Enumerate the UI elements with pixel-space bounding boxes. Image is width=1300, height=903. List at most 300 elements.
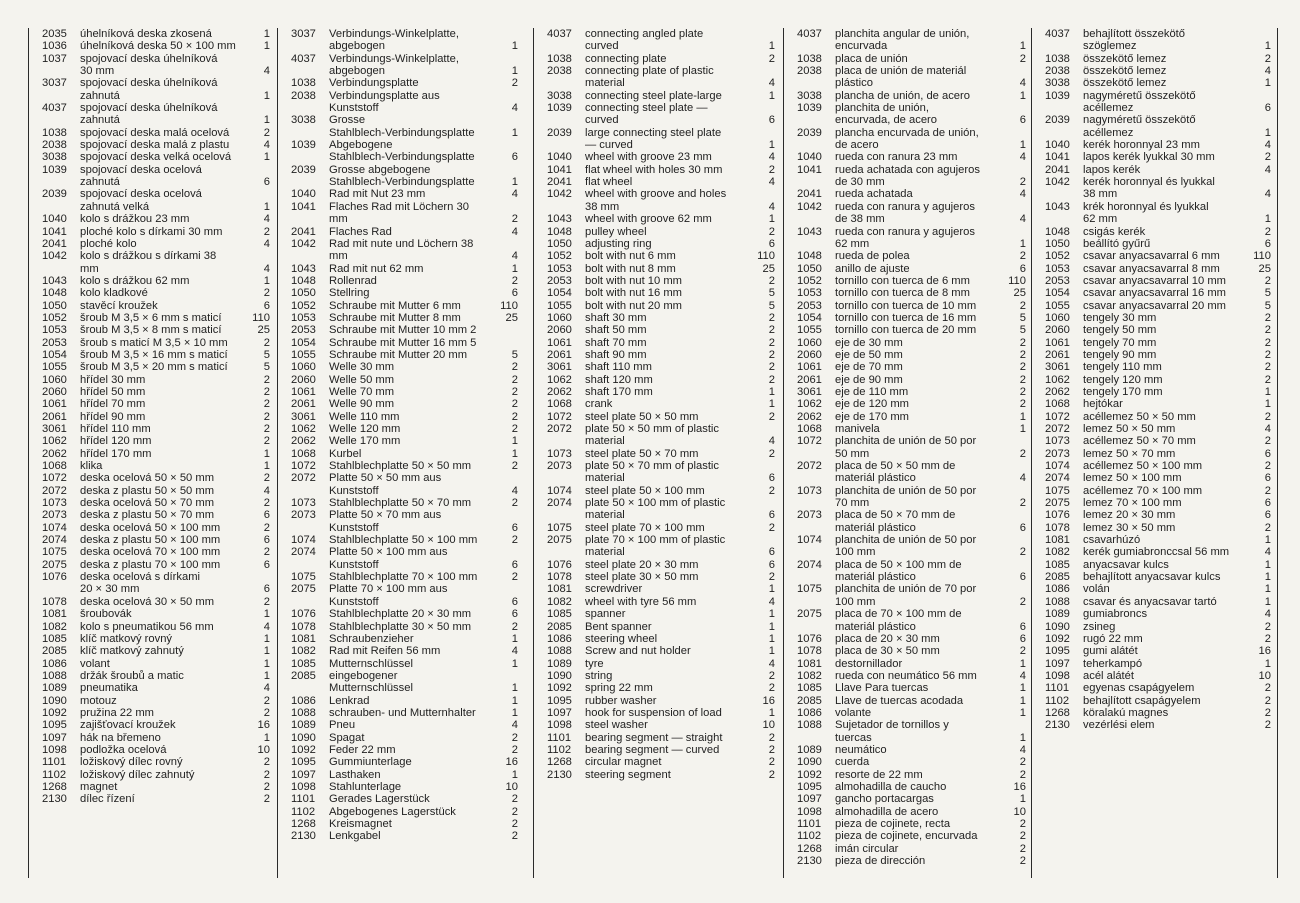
part-quantity: 2	[1264, 706, 1271, 719]
part-row	[797, 645, 1026, 657]
part-row	[797, 744, 1026, 756]
part-quantity: 25	[1258, 262, 1271, 275]
part-name: deska z plastu 50 × 70 mm	[80, 509, 215, 522]
part-number: 2060	[291, 373, 316, 386]
part-name: spojovací deska malá z plastu	[80, 139, 230, 152]
part-row	[42, 324, 270, 336]
part-row	[42, 645, 270, 657]
part-number: 1086	[291, 694, 316, 707]
part-number: 1055	[1045, 299, 1070, 312]
part-quantity: 2	[1264, 151, 1271, 164]
part-number: 1053	[1045, 262, 1070, 275]
part-number: 1085	[42, 632, 67, 645]
part-number: 3038	[547, 89, 572, 102]
part-row	[797, 411, 1026, 423]
part-number: 1076	[291, 608, 316, 621]
part-row	[42, 658, 270, 670]
part-quantity: 2	[511, 274, 518, 287]
part-row	[1045, 546, 1271, 558]
part-number: 3038	[1045, 77, 1070, 90]
part-number: 1054	[291, 336, 316, 349]
part-number: 2075	[291, 583, 316, 596]
part-row	[42, 509, 270, 521]
part-row	[291, 435, 518, 447]
part-number: 2041	[547, 176, 572, 189]
part-row	[291, 830, 518, 842]
part-row	[291, 300, 518, 312]
part-name: hejtókar	[1083, 398, 1123, 411]
part-number: 1054	[1045, 287, 1070, 300]
part-row	[797, 534, 1026, 559]
part-quantity: 6	[768, 546, 775, 559]
part-row	[42, 151, 270, 163]
part-quantity: 1	[511, 682, 518, 695]
part-name: acéllemez 50 × 70 mm	[1083, 435, 1196, 448]
part-quantity: 6	[511, 151, 518, 164]
part-quantity: 2	[1019, 373, 1026, 386]
part-name: Llave de tuercas acodada	[835, 694, 964, 707]
part-row	[291, 139, 518, 164]
part-row	[1045, 485, 1271, 497]
part-row	[1045, 361, 1271, 373]
part-quantity: 1	[1019, 40, 1026, 53]
part-quantity: 1	[1019, 706, 1026, 719]
part-quantity: 1	[1264, 213, 1271, 226]
part-number: 1078	[291, 620, 316, 633]
part-quantity: 1	[263, 200, 270, 213]
part-name: Platte 50 × 70 mm aus Kunststoff	[329, 509, 442, 534]
part-row	[42, 571, 270, 596]
part-row	[797, 226, 1026, 251]
part-name: plancha de unión, de acero	[835, 89, 970, 102]
part-name: steel plate 30 × 50 mm	[585, 571, 699, 584]
part-quantity: 2	[768, 521, 775, 534]
part-name: csavar anyacsavarral 16 mm	[1083, 287, 1227, 300]
part-quantity: 2	[1264, 435, 1271, 448]
part-name: Pneu	[329, 719, 356, 732]
part-name: Grosse Stahlblech-Verbindungsplatte	[329, 114, 475, 139]
part-row	[1045, 275, 1271, 287]
part-row	[1045, 633, 1271, 645]
part-number: 2038	[42, 139, 67, 152]
part-name: Flaches Rad mit Löchern 30 mm	[329, 200, 469, 226]
part-quantity: 1	[511, 435, 518, 448]
part-name: schrauben- und Mutternhalter	[329, 706, 476, 719]
part-number: 1089	[1045, 608, 1070, 621]
part-quantity: 2	[1264, 410, 1271, 423]
part-row	[291, 114, 518, 139]
part-number: 1086	[42, 657, 67, 670]
part-name: tengely 110 mm	[1083, 361, 1162, 374]
part-number: 1048	[547, 225, 572, 238]
part-quantity: 2	[1019, 546, 1026, 559]
part-number: 2074	[547, 497, 572, 510]
part-row	[547, 398, 775, 410]
part-quantity: 2	[511, 398, 518, 411]
part-row	[291, 188, 518, 200]
part-number: 1101	[797, 818, 822, 830]
part-name: acéllemez 70 × 100 mm	[1083, 484, 1203, 497]
part-name: plate 50 × 70 mm of plastic material	[585, 460, 720, 485]
part-name: almohadilla de acero	[835, 805, 939, 818]
part-row	[797, 164, 1026, 189]
part-row	[42, 460, 270, 472]
part-number: 1101	[547, 731, 572, 744]
part-row	[42, 596, 270, 608]
part-quantity: 4	[263, 262, 270, 275]
part-name: wheel with groove and holes 38 mm	[585, 188, 727, 213]
part-quantity: 1	[263, 731, 270, 744]
part-number: 1039	[291, 139, 316, 152]
part-number: 2061	[42, 410, 67, 423]
part-row	[1045, 398, 1271, 410]
part-number: 1061	[1045, 336, 1070, 349]
part-number: 1060	[547, 311, 572, 324]
part-row	[291, 226, 518, 238]
part-number: 1048	[1045, 225, 1070, 238]
part-name: Stahlunterlage	[329, 780, 402, 793]
part-number: 2085	[797, 694, 822, 707]
part-number: 2073	[547, 460, 572, 473]
part-row	[291, 756, 518, 768]
part-row	[291, 658, 518, 670]
part-row	[797, 65, 1026, 90]
part-name: adjusting ring	[585, 237, 652, 250]
part-quantity: 4	[768, 151, 775, 164]
part-name: tornillo con tuerca de 20 mm	[835, 324, 977, 337]
part-name: resorte de 22 mm	[835, 768, 923, 781]
part-row	[291, 398, 518, 410]
part-row	[547, 633, 775, 645]
part-name: Schraube mit Mutter 8 mm	[329, 311, 461, 324]
part-quantity: 10	[1013, 805, 1026, 818]
part-quantity: 1	[768, 385, 775, 398]
part-row	[547, 448, 775, 460]
part-number: 1052	[42, 311, 67, 324]
part-number: 1082	[291, 645, 316, 658]
part-quantity: 1	[263, 460, 270, 473]
part-number: 1074	[547, 484, 572, 497]
part-quantity: 2	[511, 743, 518, 756]
part-row	[1045, 423, 1271, 435]
part-name: držák šroubů a matic	[80, 669, 184, 682]
part-row	[797, 250, 1026, 262]
part-quantity: 2	[1019, 756, 1026, 769]
part-number: 1041	[1045, 151, 1070, 164]
part-quantity: 1	[511, 632, 518, 645]
part-number: 1038	[1045, 52, 1070, 65]
part-quantity: 110	[757, 250, 775, 263]
part-number: 1043	[1045, 200, 1070, 213]
part-quantity: 2	[1019, 855, 1026, 868]
part-number: 2035	[42, 28, 67, 40]
part-quantity: 2	[511, 497, 518, 510]
part-number: 3038	[42, 151, 67, 164]
part-number: 2060	[797, 348, 822, 361]
part-name: tengely 70 mm	[1083, 336, 1157, 349]
czech-parts-column	[28, 28, 270, 878]
part-row	[42, 756, 270, 768]
part-row	[1045, 312, 1271, 324]
part-quantity: 2	[768, 484, 775, 497]
part-name: Gerades Lagerstück	[329, 793, 430, 806]
part-row	[547, 596, 775, 608]
part-quantity: 4	[1264, 188, 1271, 201]
part-row	[1045, 695, 1271, 707]
part-name: Screw and nut holder	[585, 645, 691, 658]
part-quantity: 4	[263, 620, 270, 633]
part-number: 1072	[291, 460, 316, 473]
part-name: Mutternschlüssel	[329, 657, 413, 670]
part-row	[42, 77, 270, 102]
part-quantity: 4	[1264, 65, 1271, 78]
part-name: Llave Para tuercas	[835, 682, 929, 695]
part-row	[797, 337, 1026, 349]
part-quantity: 1	[1019, 682, 1026, 695]
part-row	[797, 781, 1026, 793]
part-number: 2062	[547, 385, 572, 398]
part-quantity: 2	[511, 423, 518, 435]
part-number: 1082	[42, 620, 67, 633]
part-row	[291, 201, 518, 226]
part-row	[547, 497, 775, 522]
part-quantity: 2	[768, 373, 775, 386]
part-name: plate 50 × 100 mm of plastic material	[585, 497, 726, 522]
part-name: ložiskový dílec rovný	[80, 756, 183, 769]
part-quantity: 5	[263, 348, 270, 361]
part-quantity: 1	[768, 213, 775, 226]
part-name: hřídel 70 mm	[80, 398, 146, 411]
part-number: 1050	[547, 237, 572, 250]
part-row	[547, 300, 775, 312]
german-parts-column	[277, 28, 518, 878]
part-quantity: 6	[511, 608, 518, 621]
part-quantity: 2	[768, 225, 775, 238]
part-row	[291, 263, 518, 275]
part-name: zsineg	[1083, 620, 1116, 633]
part-row	[547, 90, 775, 102]
part-name: tengely 120 mm	[1083, 373, 1163, 386]
part-name: deska ocelová 50 × 70 mm	[80, 497, 215, 510]
part-name: wheel with groove 62 mm	[585, 213, 712, 226]
part-number: 2062	[797, 410, 822, 423]
part-number: 2041	[291, 225, 316, 238]
part-row	[291, 509, 518, 534]
part-name: screwdriver	[585, 583, 643, 596]
part-quantity: 2	[1019, 250, 1026, 263]
part-row	[42, 374, 270, 386]
part-name: Welle 70 mm	[329, 385, 395, 398]
part-name: vezérlési elem	[1083, 719, 1155, 732]
part-number: 1040	[291, 188, 316, 201]
part-name: large connecting steel plate — curved	[585, 126, 722, 152]
part-name: Platte 50 × 100 mm aus Kunststoff	[329, 546, 448, 571]
part-name: tengely 90 mm	[1083, 348, 1157, 361]
part-quantity: 2	[1264, 225, 1271, 238]
part-quantity: 2	[1264, 336, 1271, 349]
part-quantity: 1	[1019, 694, 1026, 707]
part-name: podložka ocelová	[80, 743, 167, 756]
part-number: 3061	[42, 423, 67, 435]
part-row	[547, 756, 775, 768]
part-number: 1050	[1045, 237, 1070, 250]
part-row	[547, 127, 775, 152]
part-quantity: 2	[263, 410, 270, 423]
part-number: 2038	[1045, 65, 1070, 78]
part-name: spojovací deska úhelníková 30 mm	[80, 52, 218, 78]
part-number: 1088	[291, 706, 316, 719]
part-row	[797, 435, 1026, 460]
part-row	[547, 769, 775, 781]
part-quantity: 4	[263, 484, 270, 497]
part-name: Rollenrad	[329, 274, 377, 287]
part-name: spojovací deska velká ocelová	[80, 151, 232, 164]
part-row	[797, 559, 1026, 584]
part-number: 1036	[42, 40, 67, 53]
part-name: kerék horonnyal és lyukkal 38 mm	[1083, 176, 1215, 201]
part-name: kolo s drážkou s dírkami 38 mm	[80, 250, 217, 275]
part-row	[797, 707, 1026, 719]
part-quantity: 2	[768, 52, 775, 65]
part-quantity: 1	[263, 89, 270, 102]
part-name: spring 22 mm	[585, 682, 653, 695]
part-row	[547, 275, 775, 287]
part-number: 2075	[547, 534, 572, 547]
part-number: 1076	[797, 632, 822, 645]
part-name: eje de 110 mm	[835, 385, 909, 398]
part-row	[42, 164, 270, 189]
part-row	[547, 744, 775, 756]
part-number: 1095	[291, 756, 316, 769]
part-row	[797, 682, 1026, 694]
part-row	[1045, 411, 1271, 423]
part-number: 2041	[42, 237, 67, 250]
part-number: 1092	[797, 768, 822, 781]
part-row	[1045, 374, 1271, 386]
part-number: 1072	[1045, 410, 1070, 423]
part-row	[291, 448, 518, 460]
part-number: 1041	[291, 200, 316, 213]
part-number: 1098	[547, 719, 572, 732]
part-quantity: 4	[768, 77, 775, 90]
part-name: shaft 170 mm	[585, 385, 653, 398]
part-row	[1045, 645, 1271, 657]
part-number: 1062	[547, 373, 572, 386]
part-name: flat wheel	[585, 176, 633, 189]
part-row	[42, 719, 270, 731]
part-quantity: 2	[263, 780, 270, 793]
part-name: Platte 70 × 100 mm aus Kunststoff	[329, 583, 448, 608]
part-name: acél alátét	[1083, 669, 1134, 682]
part-number: 2061	[291, 398, 316, 411]
part-quantity: 25	[1013, 287, 1026, 300]
part-row	[547, 226, 775, 238]
part-row	[1045, 201, 1271, 226]
part-quantity: 4	[511, 188, 518, 201]
part-quantity: 2	[263, 423, 270, 435]
part-quantity: 2	[1264, 620, 1271, 633]
part-quantity: 2	[1264, 324, 1271, 337]
part-row	[547, 337, 775, 349]
part-row	[547, 386, 775, 398]
part-quantity: 1	[511, 706, 518, 719]
part-quantity: 2	[263, 706, 270, 719]
part-row	[547, 53, 775, 65]
part-name: plancha encurvada de unión, de acero	[835, 126, 979, 152]
part-quantity: 6	[1264, 447, 1271, 460]
right-border-line	[1277, 28, 1278, 878]
part-name: bolt with nut 10 mm	[585, 274, 683, 287]
part-number: 1038	[42, 126, 67, 139]
part-number: 2072	[1045, 423, 1070, 435]
part-name: Schraube mit Mutter 10 mm 2	[329, 324, 477, 337]
part-name: hřídel 120 mm	[80, 435, 152, 448]
part-row	[42, 287, 270, 299]
part-name: placa de 70 × 100 mm de materiál plástico	[835, 608, 962, 633]
part-name: Schraube mit Mutter 16 mm 5	[329, 336, 477, 349]
part-quantity: 2	[263, 595, 270, 608]
part-number: 2061	[797, 373, 822, 386]
part-name: lemez 70 × 100 mm	[1083, 497, 1182, 510]
part-quantity: 1	[511, 126, 518, 139]
part-number: 1101	[1045, 682, 1070, 695]
part-number: 4037	[42, 102, 67, 115]
part-row	[1045, 435, 1271, 447]
part-number: 1072	[797, 435, 822, 448]
hungarian-parts-column	[1031, 28, 1271, 878]
part-number: 1041	[797, 163, 822, 176]
part-quantity: 4	[1264, 608, 1271, 621]
part-row	[42, 300, 270, 312]
part-number: 1048	[42, 287, 67, 300]
part-row	[547, 682, 775, 694]
part-number: 2072	[547, 423, 572, 435]
part-quantity: 1	[1019, 410, 1026, 423]
part-row	[1045, 164, 1271, 176]
part-quantity: 4	[511, 645, 518, 658]
part-row	[797, 275, 1026, 287]
part-name: úhelníková deska 50 × 100 mm	[80, 40, 236, 53]
part-name: Stahlblechplatte 50 × 50 mm	[329, 460, 472, 473]
part-number: 1042	[1045, 176, 1070, 189]
part-row	[42, 398, 270, 410]
part-number: 3061	[291, 410, 316, 423]
part-quantity: 5	[1019, 311, 1026, 324]
part-name: gumiabroncs	[1083, 608, 1148, 621]
part-quantity: 1	[511, 694, 518, 707]
part-name: spojovací deska ocelová zahnutá velká	[80, 188, 202, 213]
part-quantity: 1	[768, 398, 775, 411]
part-name: string	[585, 669, 613, 682]
part-name: lemez 50 × 70 mm	[1083, 447, 1176, 460]
part-number: 1068	[42, 460, 67, 473]
part-name: eingebogener Mutternschlüssel	[329, 669, 413, 695]
part-row	[547, 621, 775, 633]
part-name: shaft 90 mm	[585, 348, 647, 361]
part-number: 2085	[291, 669, 316, 682]
part-number: 1038	[797, 52, 822, 65]
part-row	[42, 386, 270, 398]
part-name: deska ocelová s dírkami 20 × 30 mm	[80, 571, 201, 596]
part-number: 1090	[42, 694, 67, 707]
part-name: hřídel 110 mm	[80, 423, 151, 435]
part-number: 1060	[42, 373, 67, 386]
part-number: 1268	[1045, 706, 1070, 719]
part-row	[42, 682, 270, 694]
part-number: 2041	[1045, 163, 1070, 176]
part-name: ploché kolo s dírkami 30 mm	[80, 225, 223, 238]
part-number: 1073	[291, 497, 316, 510]
